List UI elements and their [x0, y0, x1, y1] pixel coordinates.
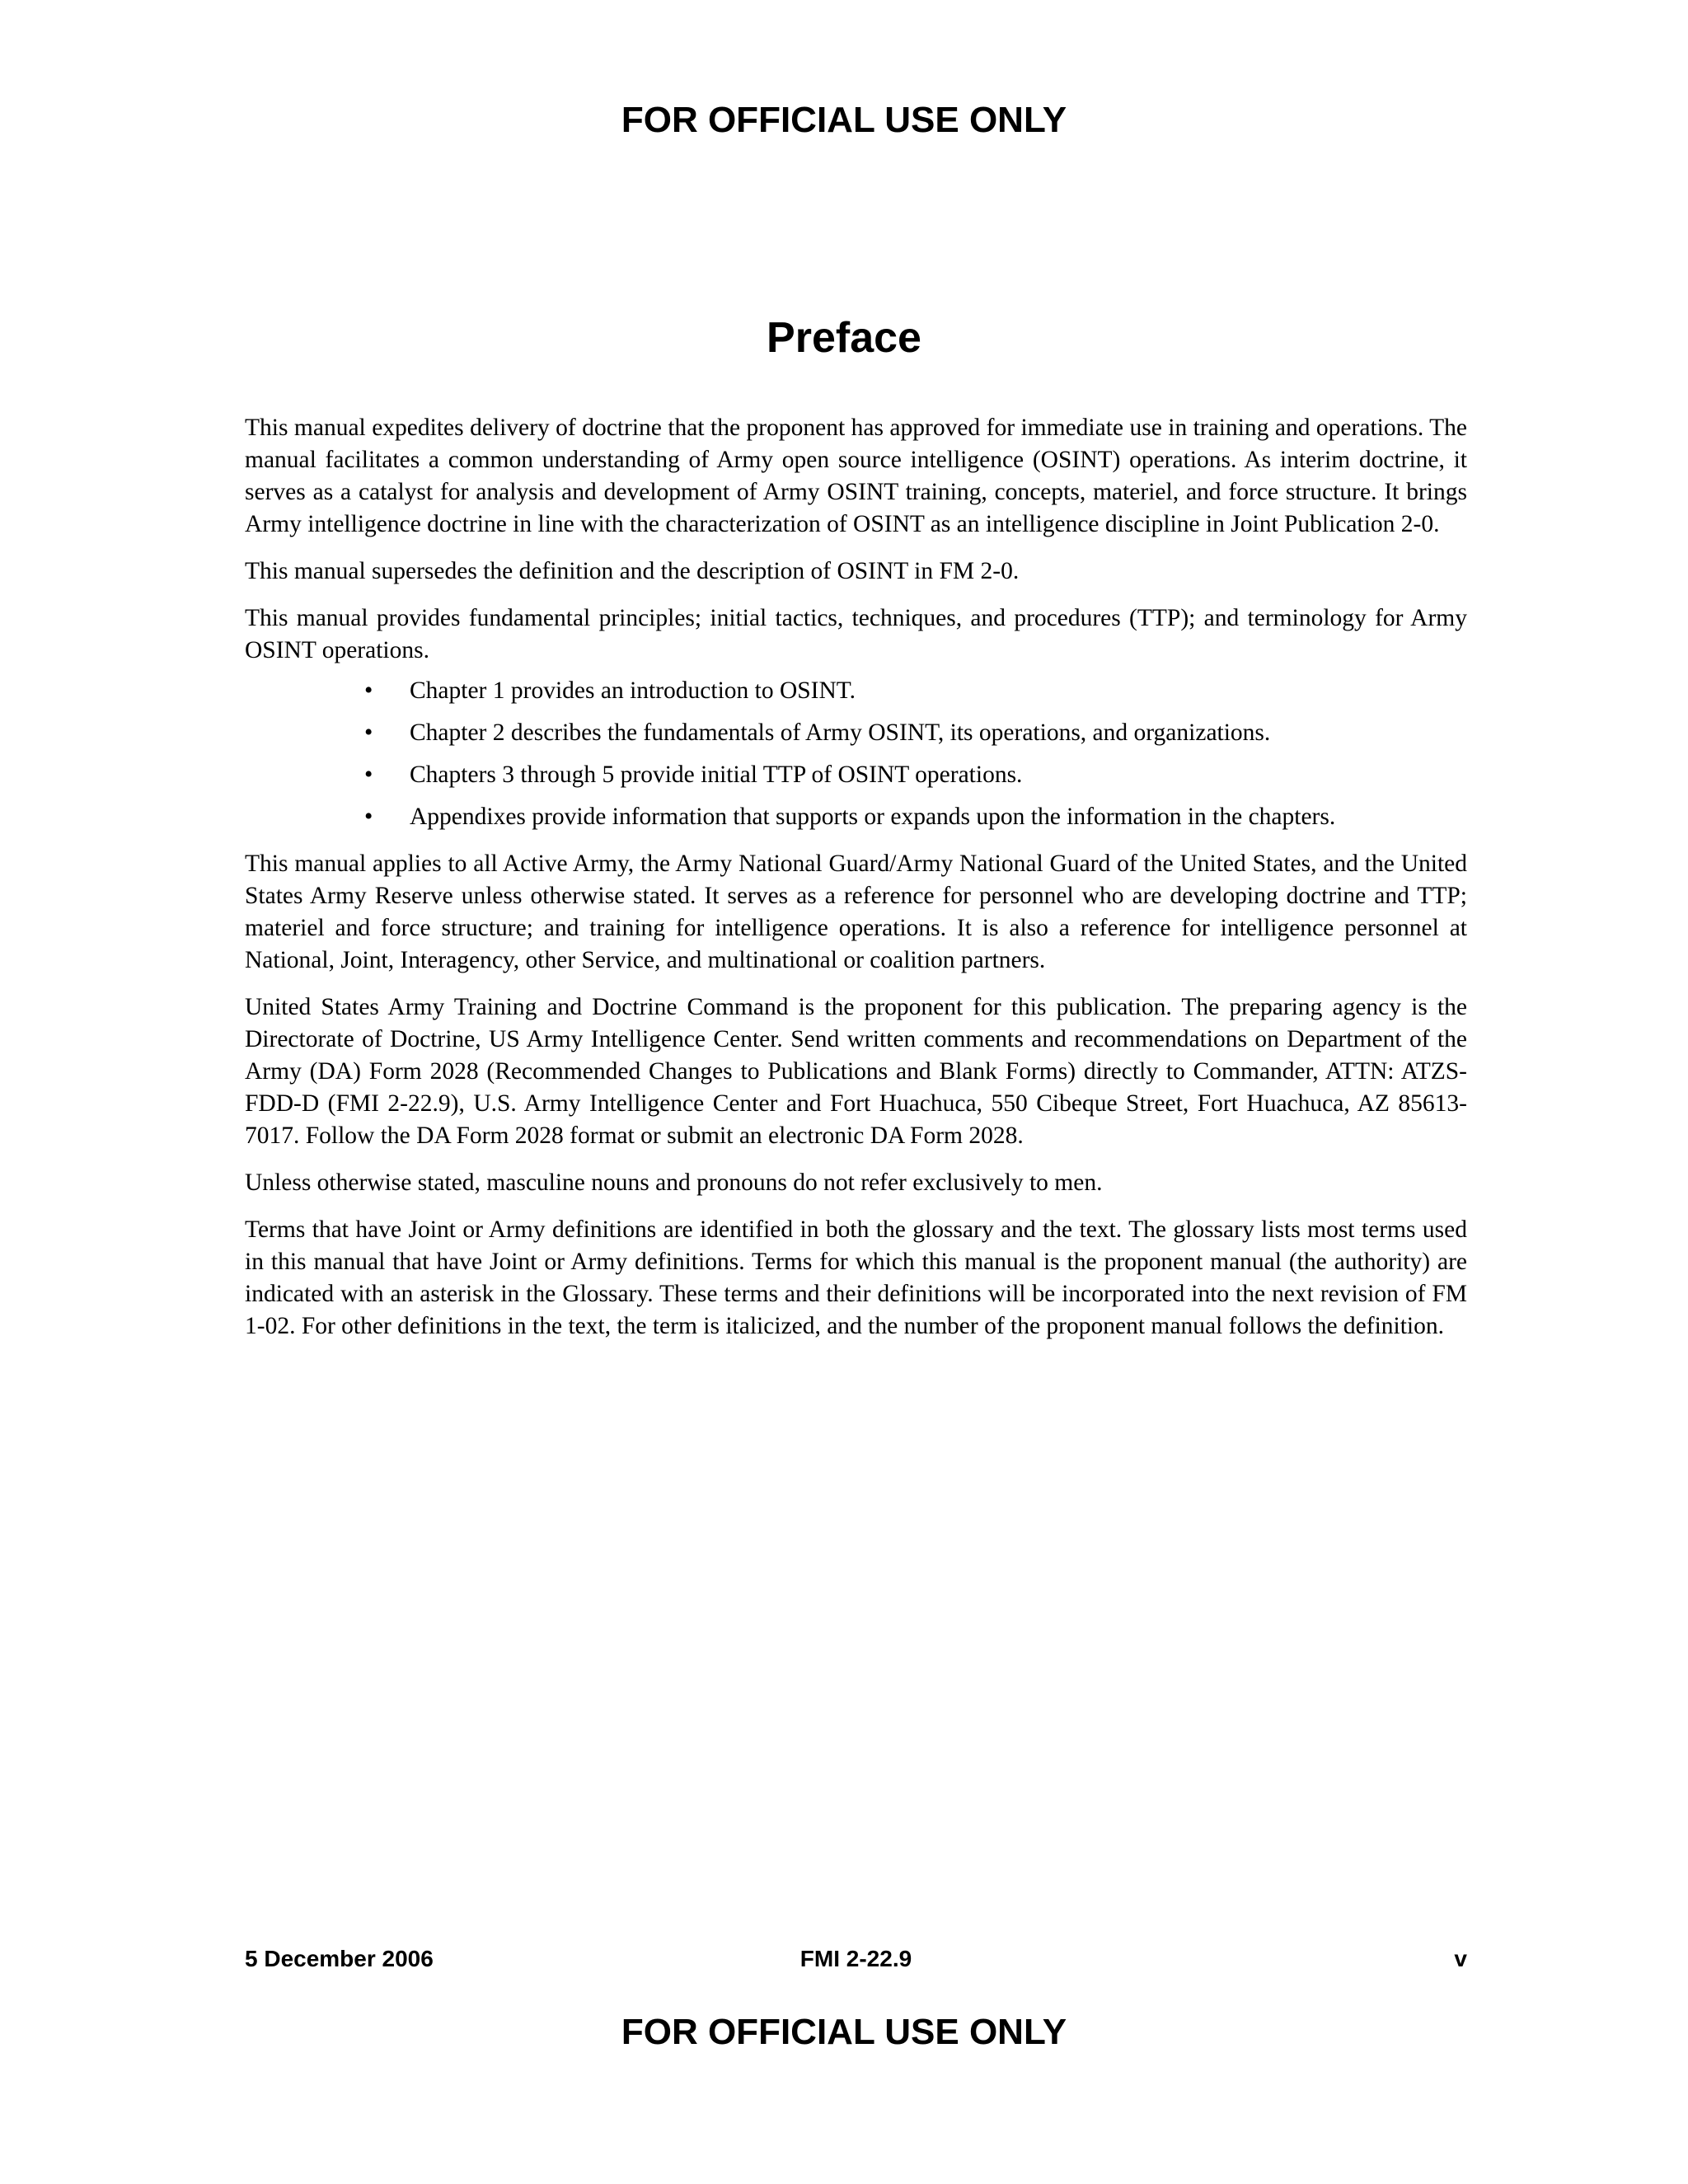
paragraph-supersedes: This manual supersedes the definition and the description of OSINT in FM 2-0. — [245, 558, 1020, 584]
list-item-text: Chapter 2 describes the fundamentals of Army OSINT, its operations, and organizations. — [410, 719, 1271, 746]
paragraph-gender: Unless otherwise stated, masculine nouns and pronouns do not refer exclusively to men. — [245, 1169, 1103, 1196]
footer-publication: FMI 2-22.9 — [799, 1946, 912, 1971]
paragraph-proponent: United States Army Training and Doctrine Command is the proponent for this publication. The preparing agency is the Directorate of Doctrine, US Army Intelligence Center. Send written comments and recommendations on Department of the Army (DA) Form 2028 (Recommended Changes to Publications and Blank Forms) directly to Commander, ATTN: ATZS-FDD-D (FMI 2-22.9), U.S. Army Intelligence Center and Fort Huachuca, 550 Cibeque Street, Fort Huachuca, AZ 85613-7017. Follow the DA Form 2028 format or submit an electronic DA Form 2028. — [245, 994, 1467, 1149]
bullet-icon: • — [364, 719, 373, 746]
list-item-text: Appendixes provide information that supports or expands upon the information in the chapters. — [410, 804, 1336, 830]
chapter-summary-list — [245, 675, 1467, 833]
paragraph-provides: This manual provides fundamental principles; initial tactics, techniques, and procedures (TTP); and terminology for Army OSINT operations. — [245, 605, 1467, 663]
footer-page-number: v — [1454, 1946, 1467, 1971]
list-item-text: Chapters 3 through 5 provide initial TTP of OSINT operations. — [410, 762, 1023, 788]
paragraph-purpose: This manual expedites delivery of doctrine that the proponent has approved for immediate use in training and operations. The manual facilitates a common understanding of Army open source intelligence (OSINT) operations. As interim doctrine, it serves as a catalyst for analysis and development of Army OSINT training, concepts, materiel, and force structure. It brings Army intelligence doctrine in line with the characterization of OSINT as an intelligence discipline in Joint Publication 2-0. — [245, 415, 1467, 537]
list-item — [245, 801, 1467, 833]
list-item-text: Chapter 1 provides an introduction to OSINT. — [410, 677, 856, 704]
list-item — [245, 717, 1467, 749]
classification-banner-bottom: FOR OFFICIAL USE ONLY — [621, 2012, 1067, 2052]
list-item — [245, 675, 1467, 707]
paragraph-terms: Terms that have Joint or Army definitions are identified in both the glossary and the text. The glossary lists most terms used in this manual that have Joint or Army definitions. Terms for which this manual is the proponent manual (the authority) are indicated with an asterisk in the Glossary. These terms and their definitions will be incorporated into the next revision of FM 1-02. For other definitions in the text, the term is italicized, and the number of the proponent manual follows the definition. — [245, 1216, 1467, 1339]
document-body — [245, 412, 1467, 1357]
classification-banner-top: FOR OFFICIAL USE ONLY — [621, 100, 1067, 140]
page-footer — [245, 1943, 1467, 1975]
list-item — [245, 759, 1467, 791]
bullet-icon: • — [364, 677, 373, 704]
bullet-icon: • — [364, 762, 373, 788]
footer-date: 5 December 2006 — [245, 1946, 434, 1971]
bullet-icon: • — [364, 804, 373, 830]
page-title: Preface — [767, 314, 921, 362]
paragraph-applicability: This manual applies to all Active Army, the Army National Guard/Army National Guard of the United States, and the United States Army Reserve unless otherwise stated. It serves as a reference for personnel who are developing doctrine and TTP; materiel and force structure; and training for intelligence operations. It is also a reference for intelligence personnel at National, Joint, Interagency, other Service, and multinational or coalition partners. — [245, 851, 1467, 973]
